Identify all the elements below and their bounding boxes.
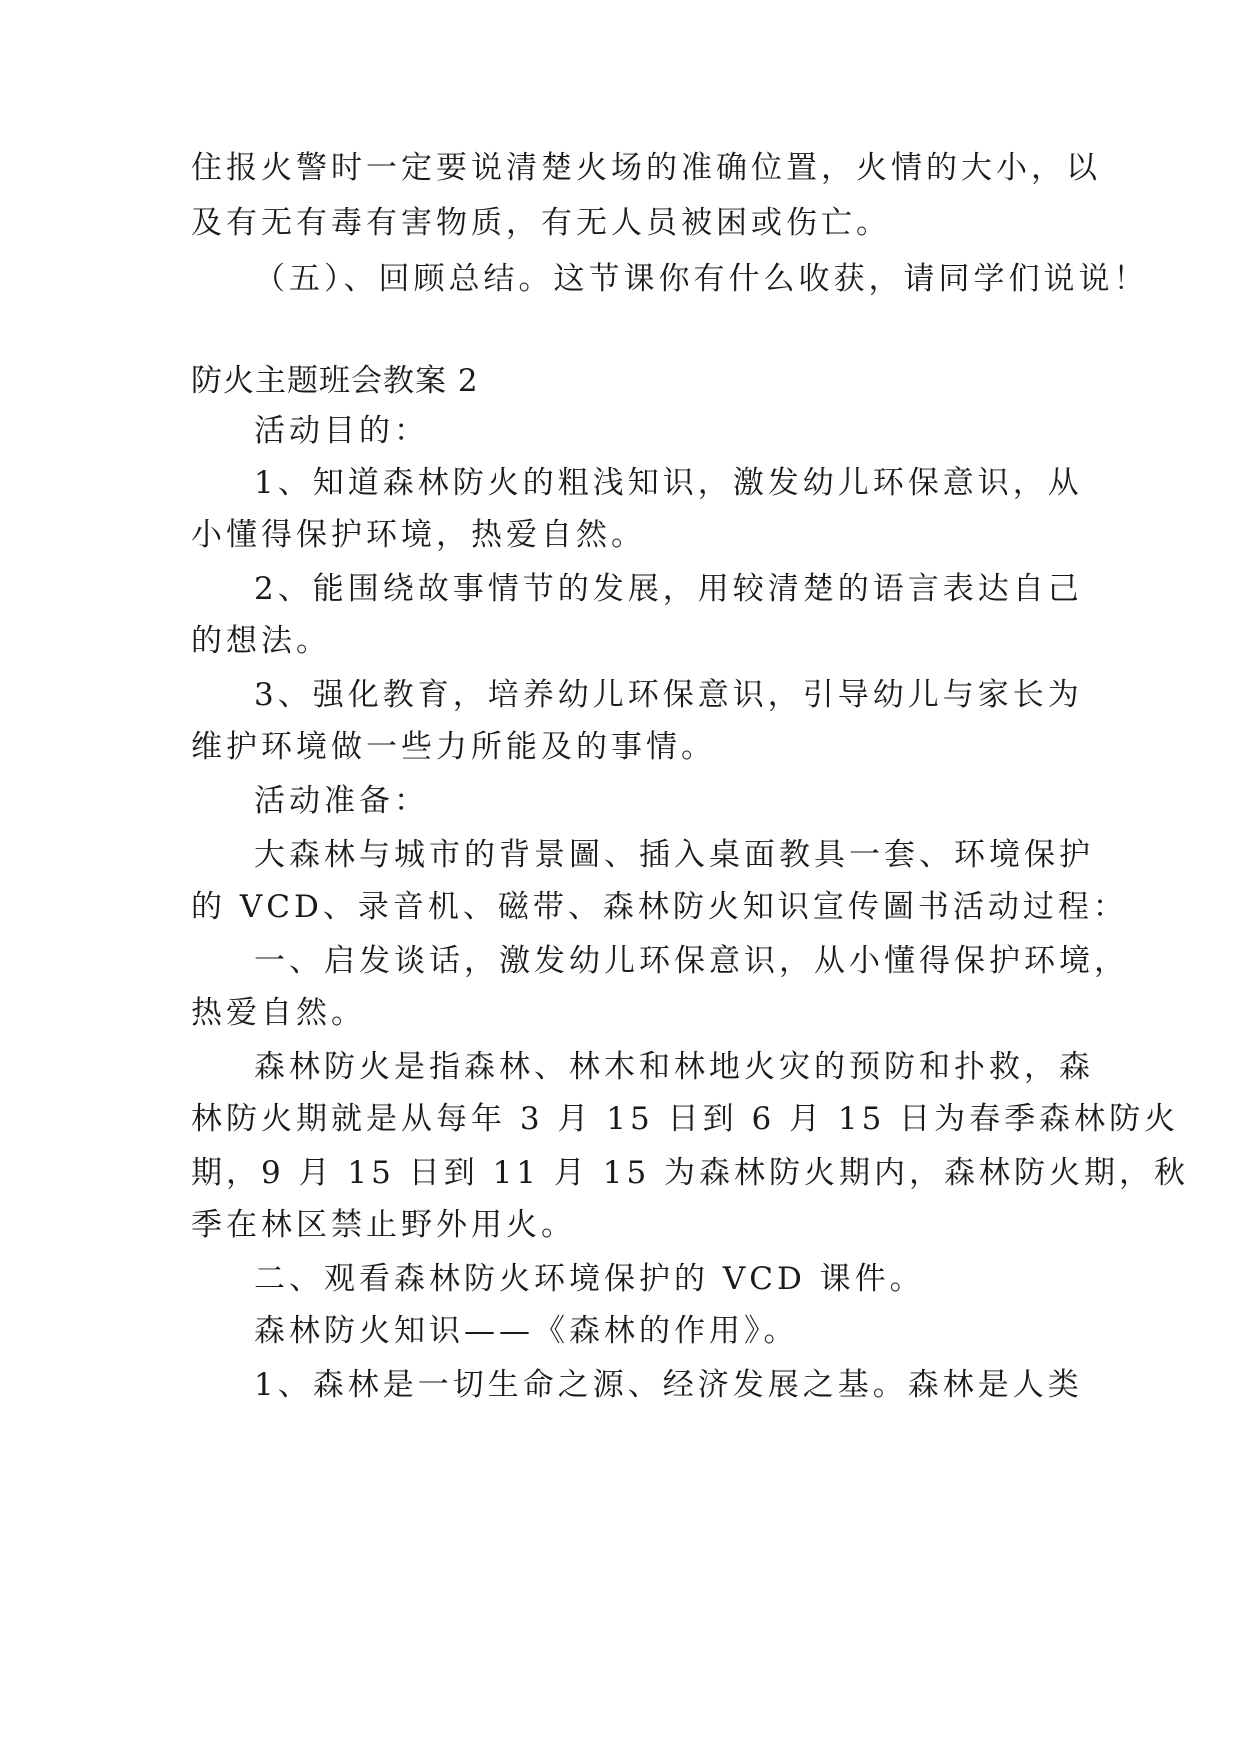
goal-item-1: 1、知道森林防火的粗浅知识，激发幼儿环保意识，从 [254, 465, 1083, 501]
paragraph-line: 季在林区禁止野外用火。 [191, 1207, 576, 1243]
paragraph-line: 的想法。 [191, 623, 331, 659]
paragraph-line: 林防火期就是从每年 3 月 15 日到 6 月 15 日为春季森林防火 [191, 1101, 1180, 1137]
paragraph-line: 期，9 月 15 日到 11 月 15 为森林防火期内，森林防火期，秋 [191, 1155, 1190, 1191]
paragraph-line: 小懂得保护环境，热爱自然。 [191, 517, 646, 553]
knowledge-item-1: 1、森林是一切生命之源、经济发展之基。森林是人类 [254, 1367, 1083, 1403]
paragraph-line: 维护环境做一些力所能及的事情。 [191, 729, 716, 765]
fire-prevention-paragraph: 森林防火是指森林、林木和林地火灾的预防和扑救，森 [254, 1049, 1094, 1085]
prep-paragraph: 大森林与城市的背景圖、插入桌面教具一套、环境保护 [254, 837, 1094, 873]
goal-item-2: 2、能围绕故事情节的发展，用较清楚的语言表达自己 [254, 571, 1083, 607]
knowledge-title: 森林防火知识——《森林的作用》。 [254, 1313, 799, 1349]
paragraph-line: 及有无有毒有害物质，有无人员被困或伤亡。 [191, 205, 891, 241]
step-2-heading: 二、观看森林防火环境保护的 VCD 课件。 [254, 1261, 925, 1297]
goal-item-3: 3、强化教育，培养幼儿环保意识，引导幼儿与家长为 [254, 677, 1083, 713]
section-heading: 防火主题班会教案 2 [191, 363, 479, 399]
activity-prep-label: 活动准备： [254, 783, 429, 819]
paragraph-line: 热爱自然。 [191, 995, 366, 1031]
summary-line: （五）、回顾总结。这节课你有什么收获，请同学们说说！ [254, 261, 1149, 297]
paragraph-line: 住报火警时一定要说清楚火场的准确位置，火情的大小，以 [191, 150, 1101, 186]
paragraph-line: 的 VCD、录音机、磁带、森林防火知识宣传圖书活动过程： [191, 889, 1128, 925]
step-1-heading: 一、启发谈话，激发幼儿环保意识，从小懂得保护环境， [254, 943, 1129, 979]
activity-goal-label: 活动目的： [254, 413, 429, 449]
